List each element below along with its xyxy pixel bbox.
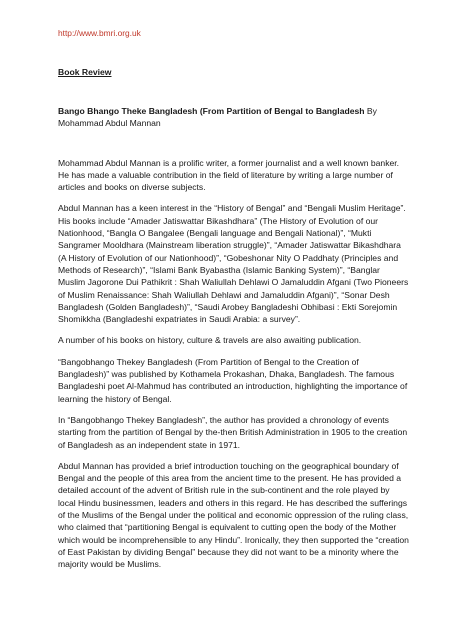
- paragraph-6: Abdul Mannan has provided a brief introduction touching on the geographical boundary of Bengal and the people of this area from the ancient time to the present. He has provided a detailed account of the advent of British rule in the sub-continent and the role played by local Hindu businessmen, leaders and others in this regard. He has described the sufferings of the Muslims of the Bengal under the political and economic oppression of the ruling class, who claimed that “partitioning Bengal is equivalent to cutting open the body of the Mother which would be incomprehensible to any Hindu”. Ironically, they then supported the “creation of East Pakistan by dividing Bengal” because they did not want to be a minority where the majority would be Muslims.: [58, 460, 409, 570]
- paragraph-3: A number of his books on history, culture & travels are also awaiting publication.: [58, 335, 362, 346]
- paragraph-1: Mohammad Abdul Mannan is a prolific writer, a former journalist and a well known banker. He has made a valuable contribution in the field of literature by writing a large number of articles and books on diverse subjects.: [58, 157, 400, 193]
- header-url[interactable]: http://www.bmri.org.uk: [58, 28, 141, 38]
- paragraph-5: In “Bangobhango Thekey Bangladesh”, the author has provided a chronology of events starting from the partition of Bengal by the-then British Administration in 1905 to the creation of Bangladesh as an independent state in 1971.: [58, 414, 408, 450]
- review-title: [58, 105, 409, 130]
- paragraph-4: “Bangobhango Thekey Bangladesh (From Partition of Bengal to the Creation of Bangladesh)” was published by Kothamela Prokashan, Dhaka, Bangladesh. The famous Bangladeshi poet Al-Mahmud has contributed an introduction, highlighting the importance of learning the history of Bengal.: [58, 356, 408, 404]
- paragraph-2: Abdul Mannan has a keen interest in the “History of Bengal” and “Bengali Muslim Heritage”. His books include “Amader Jatiswattar Bikashdhara” (The History of Evolution of our Nationhood, “Bangla O Bangalee (Bengali language and Bengali National)”, “Mukti Sangramer Mooldhara (Mainstream liberation struggle)”, “Amader Jatiswattar Bikashdhara (A History of Evolution of our Nationhood)”, “Gobeshonar Nity O Paddhaty (Principles and Methods of Research)”, “Islami Bank Byabastha (Islamic Banking System)”, “Banglar Muslim Jagorone Dui Pathikrit : Shah Waliullah Dehlawi O Jamaluddin Afgani (Two Pioneers of Muslim Renaissance: Shah Waliullah Dehlawi and Jamaluddin Afgani)”, “Sonar Desh Bangladesh (Golden Bangladesh)”, “Saudi Arobey Bangladeshi Obhibasi : Ekti Sorejomin Shomikkha (Bangladeshi expatriates in Saudi Arabia: a survey”.: [58, 203, 409, 325]
- book-title: Bango Bhango Theke Bangladesh (From Partition of Bengal to Bangladesh: [58, 106, 365, 116]
- author-byline: By Mohammad Abdul Mannan: [58, 106, 377, 129]
- section-label: Book Review: [58, 67, 112, 77]
